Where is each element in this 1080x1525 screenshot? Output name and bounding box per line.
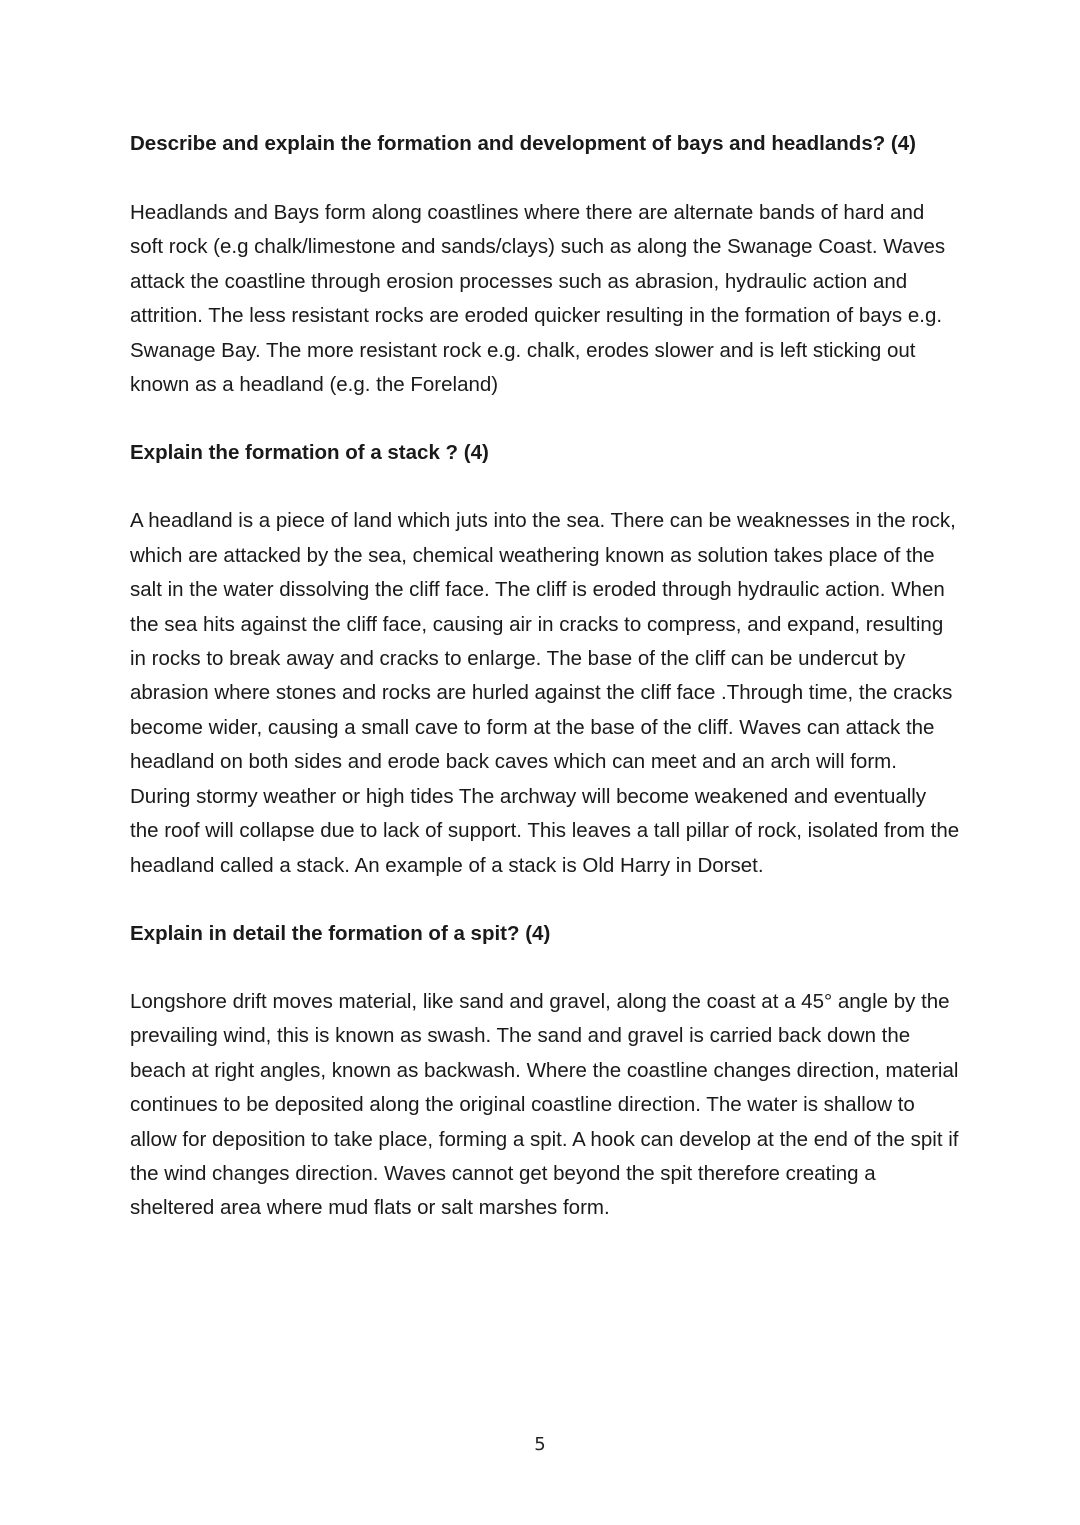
question-spit: Explain in detail the formation of a spit? (4) [130,921,551,945]
question-bays-headlands: Describe and explain the formation and development of bays and headlands? (4) [130,132,916,155]
page-number: 5 [534,1434,546,1455]
answer-bays-headlands: Headlands and Bays form along coastlines where there are alternate bands of hard and soft rock (e.g chalk/limestone and sands/clays) such as along the Swanage Coast. Waves attack the coastline through erosion processes such as abrasion, hydraulic action and attrition. The less resistant rocks are eroded quicker resulting in the formation of bays e.g. Swanage Bay. The more resistant rock e.g. chalk, erodes slower and is left sticking out known as a headland (e.g. the Foreland) [130,201,946,397]
answer-stack: A headland is a piece of land which juts into the sea. There can be weaknesses in the rock, which are attacked by the sea, chemical weathering known as solution takes place of the salt in the water dissolving the cliff face. The cliff is eroded through hydraulic action. When the sea hits against the cliff face, causing air in cracks to compress, and expand, resulting in rocks to break away and cracks to enlarge. The base of the cliff can be undercut by abrasion where stones and rocks are hurled against the cliff face .Through time, the cracks become wider, causing a small cave to form at the base of the cliff. Waves can attack the headland on both sides and erode back caves which can meet and an arch will form. During stormy weather or high tides The archway will become weakened and eventually the roof will collapse due to lack of support. This leaves a tall pillar of rock, isolated from the headland called a stack. An example of a stack is Old Harry in Dorset. [130,509,960,877]
answer-spit: Longshore drift moves material, like sand and gravel, along the coast at a 45° angle by the prevailing wind, this is known as swash. The sand and gravel is carried back down the beach at right angles, known as backwash. Where the coastline changes direction, material continues to be deposited along the original coastline direction. The water is shallow to allow for deposition to take place, forming a spit. A hook can develop at the end of the spit if the wind changes direction. Waves cannot get beyond the spit therefore creating a sheltered area where mud flats or salt marshes form. [130,989,959,1220]
question-stack: Explain the formation of a stack ? (4) [130,441,489,465]
document-page [130,127,960,1226]
